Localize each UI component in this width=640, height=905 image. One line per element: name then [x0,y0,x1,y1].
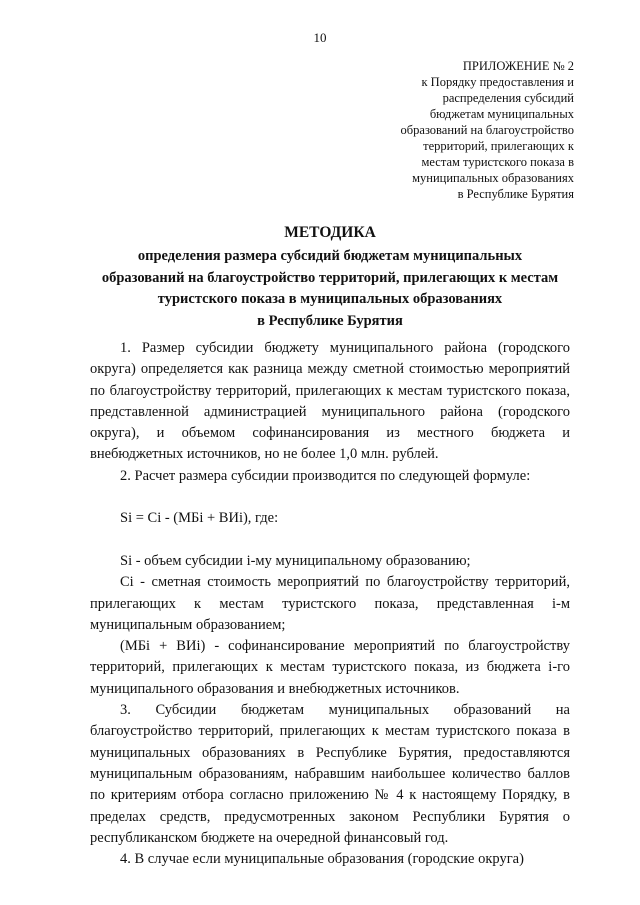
definition-si: Si - объем субсидии i-му муниципальному образованию; [120,552,471,569]
appendix-header [401,58,574,202]
appendix-line: муниципальных образованиях [412,171,574,185]
appendix-line: ПРИЛОЖЕНИЕ № 2 [462,59,574,73]
paragraph-3: 3. Субсидии бюджетам муниципальных образований на благоустройство территорий, прилегающих к местам туристского показа в муниципальных образованиях в Республике Бурятия, предоставляются муниципальным образованиям, набравшим наибольшее количество баллов по критериям отбора согласно приложению № 4 к настоящему Порядку, в пределах средств, предусмотренных законом Республики Бурятия о республиканском бюджете на очередной финансовый год. [90,702,570,846]
paragraph-1: 1. Размер субсидии бюджету муниципального района (городского округа) определяется как разница между сметной стоимостью мероприятий по благоустройству территорий, прилегающих к местам туристского показа, представленной администрацией муниципального района (городского округа), и объемом софинансирования из местного бюджета и внебюджетных источников, но не более 1,0 млн. рублей. [90,340,570,463]
definition-ci: Ci - сметная стоимость мероприятий по благоустройству территорий, прилегающих к местам туристского показа, представленная i-м муниципальным образованием; [90,574,570,633]
appendix-line: к Порядку предоставления и [421,75,574,89]
title-main: МЕТОДИКА [284,224,376,241]
formula: Si = Ci - (МБi + ВИi), где: [120,510,279,527]
document-title [80,222,580,332]
title-sub-line: туристского показа в муниципальных образованиях [157,291,503,307]
appendix-line: в Республике Бурятия [457,187,574,201]
paragraph-4: 4. В случае если муниципальные образования (городские округа) [120,851,524,868]
title-sub-line: в Республике Бурятия [257,312,403,329]
appendix-line: территорий, прилегающих к [423,139,574,153]
appendix-line: образований на благоустройство [400,123,574,137]
document-body [90,338,570,870]
title-sub-line: образований на благоустройство территорий, прилегающих к местам [101,269,559,286]
appendix-line: местам туристского показа в [421,155,574,169]
paragraph-2: 2. Расчет размера субсидии производится по следующей формуле: [120,467,531,484]
appendix-line: бюджетам муниципальных [429,107,574,121]
title-sub-line: определения размера субсидий бюджетам муниципальных [137,248,523,264]
appendix-line: распределения субсидий [442,91,574,105]
definition-mb-vi: (МБi + ВИi) - софинансирование мероприятий по благоустройству территорий, прилегающих к местам туристского показа, из бюджета i-го муниципального образования и внебюджетных источников. [90,638,570,697]
page-number: 10 [313,30,327,45]
